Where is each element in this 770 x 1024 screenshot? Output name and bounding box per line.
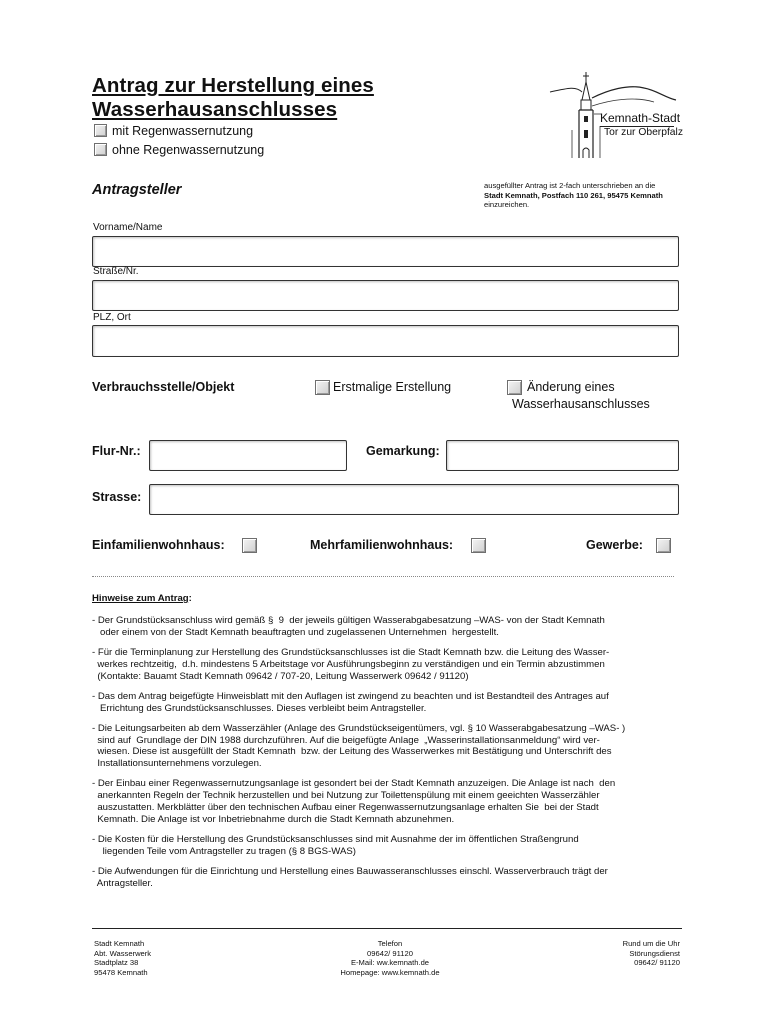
option-ohne-regenwasser-label: ohne Regenwassernutzung [112,143,265,157]
hinweis-line: Antragsteller. [92,877,153,889]
hinweis-line: - Die Aufwendungen für die Einrichtung und Herstellung eines Bauwasseranschlusses einschl. Wasserverbrauch trägt der [92,866,608,878]
hinweis-item [92,866,692,889]
footer-address-line: 95478 Kemnath [94,967,148,977]
hinweise-list [92,615,692,898]
name-input[interactable] [92,236,679,267]
hinweis-item [92,647,692,682]
hinweis-line: - Der Einbau einer Regenwassernutzungsanlage ist gesondert bei der Stadt Kemnath anzuzeigen. Die Anlage ist nach den [92,778,616,790]
verbrauchsstelle-label: Verbrauchsstelle/Objekt [92,380,235,394]
name-label: Vorname/Name [93,222,163,233]
flur-nr-input[interactable] [149,440,347,471]
form-title [92,74,374,122]
hinweis-line: oder einem von der Stadt Kemnath beauftragten und zugelassenen Unternehmen hergestellt. [92,626,499,638]
hinweis-item [92,691,692,714]
hinweis-item [92,615,692,638]
option-ohne-regenwasser[interactable] [94,143,264,157]
footer-contact-line: E-Mail: ww.kemnath.de [350,958,430,968]
erstmalige-erstellung-label: Erstmalige Erstellung [333,380,452,394]
footer-service-line: 09642/ 91120 [634,958,680,968]
footer-service [580,939,680,968]
checkbox-einfamilienwohnhaus[interactable] [242,538,257,553]
hinweis-line: (Kontakte: Bauamt Stadt Kemnath 09642 / 707-20, Leitung Wasserwerk 09642 / 91120) [92,670,469,682]
hinweis-item [92,778,692,825]
footer-divider [92,928,682,929]
strasse-input[interactable] [149,484,679,515]
gewerbe-label: Gewerbe: [586,538,643,552]
hinweis-item [92,834,692,857]
submission-note-address: Stadt Kemnath, Postfach 110 261, 95475 Kemnath [484,190,663,200]
checkbox-erstmalige-erstellung[interactable] [315,380,330,395]
footer-contact-line: 09642/ 91120 [367,948,413,958]
aenderung-label-line-1: Änderung eines [527,380,615,394]
footer-address-line: Abt. Wasserwerk [94,948,152,958]
hinweis-line: - Für die Terminplanung zur Herstellung des Grundstücksanschlusses ist die Stadt Kemnath bzw. die Leitung des Wasser- [92,647,610,659]
section-heading-antragsteller: Antragsteller [92,182,182,198]
street-label: Straße/Nr. [93,266,139,277]
footer-contact-line: Homepage: www.kemnath.de [340,967,440,977]
checkbox-mehrfamilienwohnhaus[interactable] [471,538,486,553]
hinweis-line: - Die Kosten für die Herstellung des Grundstücksanschlusses sind mit Ausnahme der im öffentlichen Straßengrund [92,833,579,845]
submission-note [484,181,724,210]
submission-note-line-1: ausgefüllter Antrag ist 2-fach unterschrieben an die [484,181,656,190]
hinweise-heading-colon: : [188,593,192,604]
hinweise-heading-text: Hinweise zum Antrag [92,593,189,604]
flur-nr-label: Flur-Nr.: [92,444,141,458]
hinweis-item [92,723,692,770]
checkbox-mit-regenwasser[interactable] [94,124,107,137]
street-input[interactable] [92,280,679,311]
footer-contact-line: Telefon [377,939,403,948]
kemnath-logo [548,70,683,160]
footer-service-line: Störungsdienst [629,948,680,958]
hinweis-line: liegenden Teile vom Antragsteller zu tragen (§ 8 BGS-WAS) [92,845,356,857]
form-title-line-1: Antrag zur Herstellung eines [92,74,374,97]
hinweis-line: - Das dem Antrag beigefügte Hinweisblatt mit den Auflagen ist zwingend zu beachten und ist Bestandteil des Antrages auf [92,690,609,702]
form-title-line-2: Wasserhausanschlusses [92,98,338,121]
city-label: PLZ, Ort [93,312,131,323]
checkbox-aenderung[interactable] [507,380,522,395]
checkbox-ohne-regenwasser[interactable] [94,143,107,156]
hinweise-heading [92,593,192,604]
footer-contact [320,939,460,977]
mehrfamilienwohnhaus-label: Mehrfamilienwohnhaus: [310,538,454,552]
option-mit-regenwasser[interactable] [94,124,253,138]
logo-tagline: Tor zur Oberpfalz [604,127,683,138]
footer-address [94,939,151,977]
footer-service-line: Rund um die Uhr [622,939,680,948]
hinweis-line: wiesen. Diese ist ausgefüllt der Stadt Kemnath bzw. der Leitung des Wasserwerkes mit Bestätigung und Unterschrift des [92,746,612,758]
hinweis-line: anerkannten Regeln der Technik herzustellen und bei Nutzung zur Toilettenspülung mit einem geeichten Wasserzähler [92,790,600,802]
logo-name: Kemnath-Stadt [600,111,681,125]
city-input[interactable] [92,325,679,357]
hinweis-line: Errichtung des Grundstücksanschlusses. Dieses verbleibt beim Antragsteller. [92,702,427,714]
hinweis-line: - Der Grundstücksanschluss wird gemäß § 9 der jeweils gültigen Wasserabgabesatzung –WAS- von der Stadt Kemnath [92,615,605,626]
einfamilienwohnhaus-label: Einfamilienwohnhaus: [92,538,225,552]
section-divider [92,576,674,577]
hinweis-line: - Die Leitungsarbeiten ab dem Wasserzähler (Anlage des Grundstückseigentümers, vgl. § 10 Wasserabgabesatzung –WAS- ) [92,722,626,734]
checkbox-gewerbe[interactable] [656,538,671,553]
hinweis-line: werkes rechtzeitig, d.h. mindestens 5 Arbeitstage vor Ausführungsbeginn zu verständigen und ein Termin abzustimmen [92,658,605,670]
footer-address-line: Stadtplatz 38 [94,958,139,968]
hinweis-line: sind auf Grundlage der DIN 1988 durchzuführen. Auf die beigefügte Anlage „Wasserinstallationsanmeldung“ wird ver- [92,734,600,746]
hinweis-line: auszustatten. Merkblätter über den technischen Aufbau einer Regenwassernutzungsanlage erhalten Sie bei der Stadt [92,801,599,813]
submission-note-line-3: einzureichen. [484,200,530,210]
gemarkung-input[interactable] [446,440,679,471]
gemarkung-label: Gemarkung: [366,444,440,458]
strasse-label: Strasse: [92,490,142,504]
hinweis-line: Kemnath. Die Anlage ist vor Inbetriebnahme durch die Stadt Kemnath abzunehmen. [92,813,455,825]
aenderung-label-line-2: Wasserhausanschlusses [512,397,650,411]
option-mit-regenwasser-label: mit Regenwassernutzung [112,124,254,138]
hinweis-line: Installationsunternehmens vorzulegen. [92,758,262,770]
footer-address-line: Stadt Kemnath [94,939,145,948]
